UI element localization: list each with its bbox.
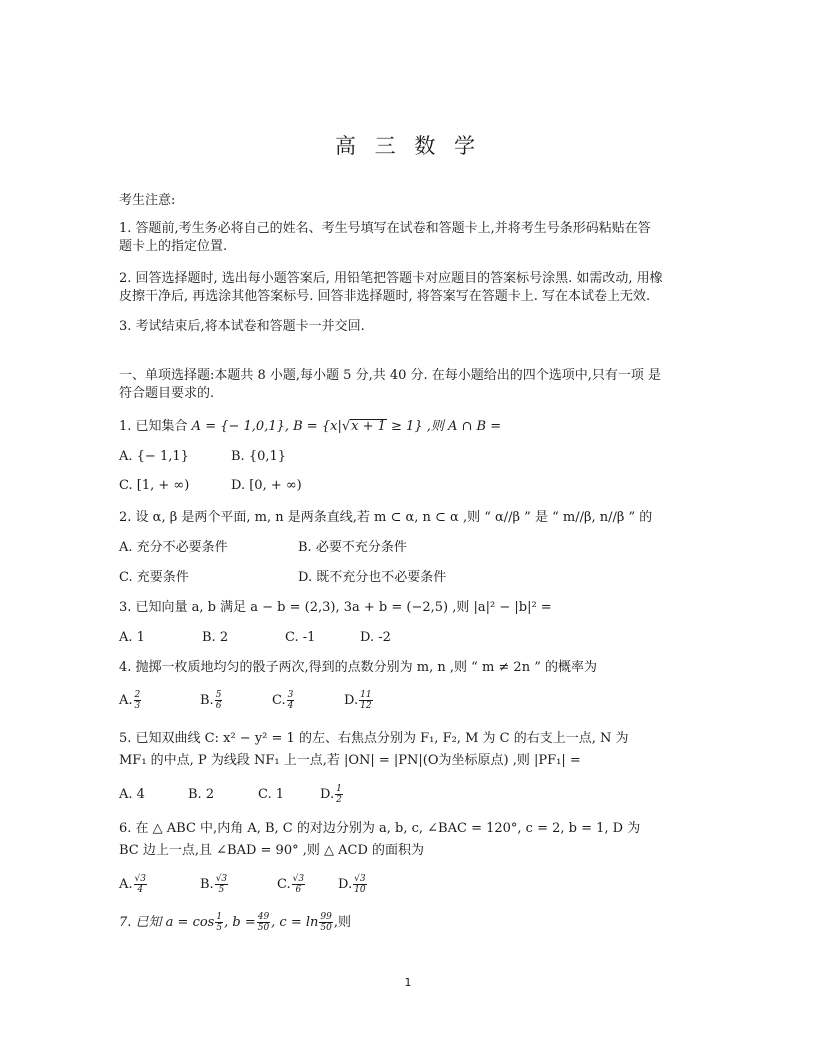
notice-item-2-line-2: 皮擦干净后, 再选涂其他答案标号. 回答非选择题时, 将答案写在答题卡上. 写在本试卷上无效.: [119, 289, 651, 304]
question-1-option-d: D. [0, + ∞): [231, 478, 302, 493]
q1-prefix: 1. 已知集合: [119, 419, 192, 434]
section-1-heading-line-2: 符合题目要求的.: [119, 386, 215, 401]
question-5-option-b: B. 2: [188, 787, 215, 802]
question-1-option-c: C. [1, + ∞): [119, 478, 190, 493]
question-3-option-b: B. 2: [202, 630, 229, 645]
question-5-option-c: C. 1: [258, 787, 285, 802]
notice-item-2-line-1: 2. 回答选择题时, 选出每小题答案后, 用铅笔把答题卡对应题目的答案标号涂黑. 如需改动, 用橡: [119, 271, 663, 286]
question-2-option-d: D. 既不充分也不必要条件: [298, 570, 447, 585]
question-2-option-c: C. 充要条件: [119, 570, 189, 585]
question-2-option-b: B. 必要不充分条件: [298, 540, 407, 555]
question-5-line-2: MF₁ 的中点, P 为线段 NF₁ 上一点,若 |ON| = |PN|(O为坐标原点) ,则 |PF₁| =: [119, 753, 581, 768]
question-5-option-d: D. $\frac{1}{2}$: [320, 784, 342, 805]
question-4-stem: 4. 抛掷一枚质地均匀的骰子两次,得到的点数分别为 m, n ,则 “ m ≠ 2n ” 的概率为: [119, 660, 597, 675]
question-6-option-a: A. $\frac{√3}{4}$: [119, 874, 146, 895]
question-3-option-a: A. 1: [119, 630, 145, 645]
notice-heading: 考生注意:: [119, 193, 176, 208]
page-number: 1: [404, 976, 412, 989]
section-1-heading-line-1: 一、单项选择题:本题共 8 小题,每小题 5 分,共 40 分. 在每小题给出的四个选项中,只有一项 是: [119, 368, 662, 383]
question-3-option-c: C. -1: [285, 630, 316, 645]
notice-item-3: 3. 考试结束后,将本试卷和答题卡一并交回.: [119, 319, 365, 334]
question-4-option-a: A. $\frac{2}{3}$: [119, 690, 141, 711]
question-6-line-1: 6. 在 △ ABC 中,内角 A, B, C 的对边分别为 a, b, c, ∠BAC = 120°, c = 2, b = 1, D 为: [119, 821, 641, 836]
question-7-stem: 7. 已知 a = cos $\frac{1}{5}$ , b = $\frac{49}{50}$ , c = ln $\frac{99}{50}$ ,则: [119, 912, 351, 933]
question-4-option-d: D. $\frac{11}{12}$: [344, 690, 372, 711]
question-2-option-a: A. 充分不必要条件: [119, 540, 228, 555]
notice-item-1-line-2: 题卡上的指定位置.: [119, 239, 228, 254]
question-4-option-c: C. $\frac{3}{4}$: [272, 690, 294, 711]
question-2-stem: 2. 设 α, β 是两个平面, m, n 是两条直线,若 m ⊂ α, n ⊂ α ,则 “ α//β ” 是 “ m//β, n//β ” 的: [119, 510, 653, 525]
q1-sqrt: x + 1: [351, 419, 386, 434]
question-4-option-b: B. $\frac{5}{6}$: [200, 690, 222, 711]
question-1-option-b: B. {0,1}: [231, 449, 287, 464]
exam-title: 高 三 数 学: [334, 134, 482, 158]
question-1-stem: 1. 已知集合 A = {− 1,0,1}, B = {x|√x + 1 ≥ 1} ,则 A ∩ B =: [119, 419, 502, 434]
question-3-stem: 3. 已知向量 a, b 满足 a − b = (2,3), 3a + b = (−2,5) ,则 |a|² − |b|² =: [119, 600, 552, 615]
question-1-option-a: A. {− 1,1}: [119, 449, 189, 464]
question-6-option-c: C. $\frac{√3}{6}$: [277, 874, 305, 895]
q1-after: ≥ 1} ,则 A ∩ B =: [386, 419, 502, 434]
question-6-option-d: D. $\frac{√3}{10}$: [338, 874, 366, 895]
question-6-line-2: BC 边上一点,且 ∠BAD = 90° ,则 △ ACD 的面积为: [119, 843, 425, 858]
question-5-option-a: A. 4: [119, 787, 145, 802]
question-5-line-1: 5. 已知双曲线 C: x² − y² = 1 的左、右焦点分别为 F₁, F₂, M 为 C 的右支上一点, N 为: [119, 731, 629, 746]
question-3-option-d: D. -2: [360, 630, 391, 645]
notice-item-1-line-1: 1. 答题前,考生务必将自己的姓名、考生号填写在试卷和答题卡上,并将考生号条形码粘贴在答: [119, 221, 651, 236]
q1-sets: A = {− 1,0,1}, B = {x|: [191, 419, 342, 434]
question-6-option-b: B. $\frac{√3}{5}$: [200, 874, 228, 895]
